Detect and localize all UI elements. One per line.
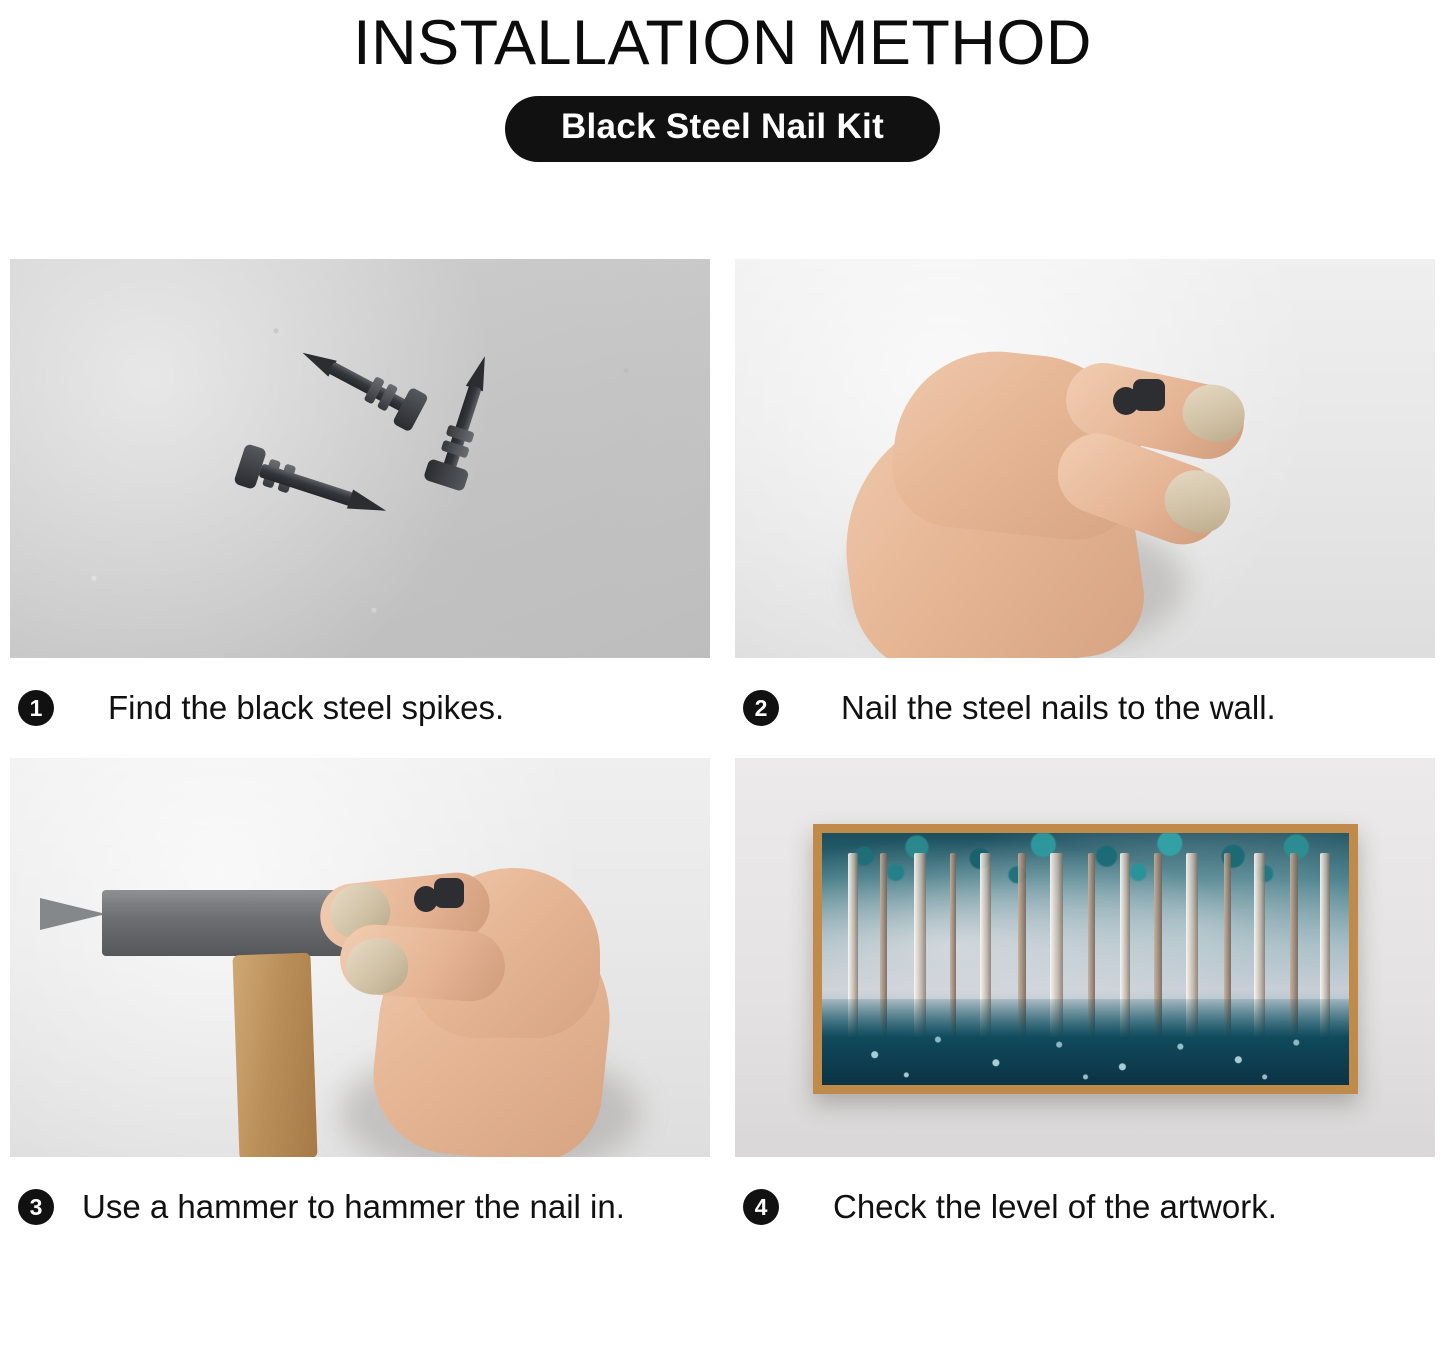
step-1-caption — [10, 658, 710, 758]
step-2 — [735, 259, 1435, 758]
step-2-image — [735, 259, 1435, 658]
step-1 — [10, 259, 710, 758]
steps-grid — [10, 259, 1435, 1257]
hammer-peen — [40, 898, 106, 930]
subtitle-container — [0, 96, 1445, 162]
step-2-caption — [735, 658, 1435, 758]
artwork-frame — [813, 824, 1358, 1094]
step-number-badge: 4 — [743, 1189, 779, 1225]
hammer-handle — [232, 953, 317, 1157]
step-4-caption — [735, 1157, 1435, 1257]
nail-tip — [347, 490, 389, 521]
artwork-canvas — [822, 833, 1349, 1085]
step-3-caption — [10, 1157, 710, 1257]
step-caption-text: Check the level of the artwork. — [833, 1188, 1277, 1226]
steel-nail-head — [1133, 379, 1165, 411]
steel-nail-head — [434, 878, 464, 908]
artwork-foliage — [822, 833, 1349, 949]
step-number-badge: 2 — [743, 690, 779, 726]
artwork-speckles — [822, 984, 1349, 1085]
page-title: INSTALLATION METHOD — [353, 8, 1092, 78]
step-3-image — [10, 758, 710, 1157]
step-caption-text: Nail the steel nails to the wall. — [841, 689, 1276, 727]
step-4 — [735, 758, 1435, 1257]
step-4-image — [735, 758, 1435, 1157]
nail-head — [423, 458, 470, 492]
step-1-image — [10, 259, 710, 658]
step-3 — [10, 758, 710, 1257]
installation-method-poster — [0, 4, 1445, 1354]
step-number-badge: 1 — [18, 690, 54, 726]
step-caption-text: Find the black steel spikes. — [108, 689, 505, 727]
subtitle-pill: Black Steel Nail Kit — [505, 96, 940, 162]
step-caption-text: Use a hammer to hammer the nail in. — [82, 1188, 625, 1226]
step-number-badge: 3 — [18, 1189, 54, 1225]
